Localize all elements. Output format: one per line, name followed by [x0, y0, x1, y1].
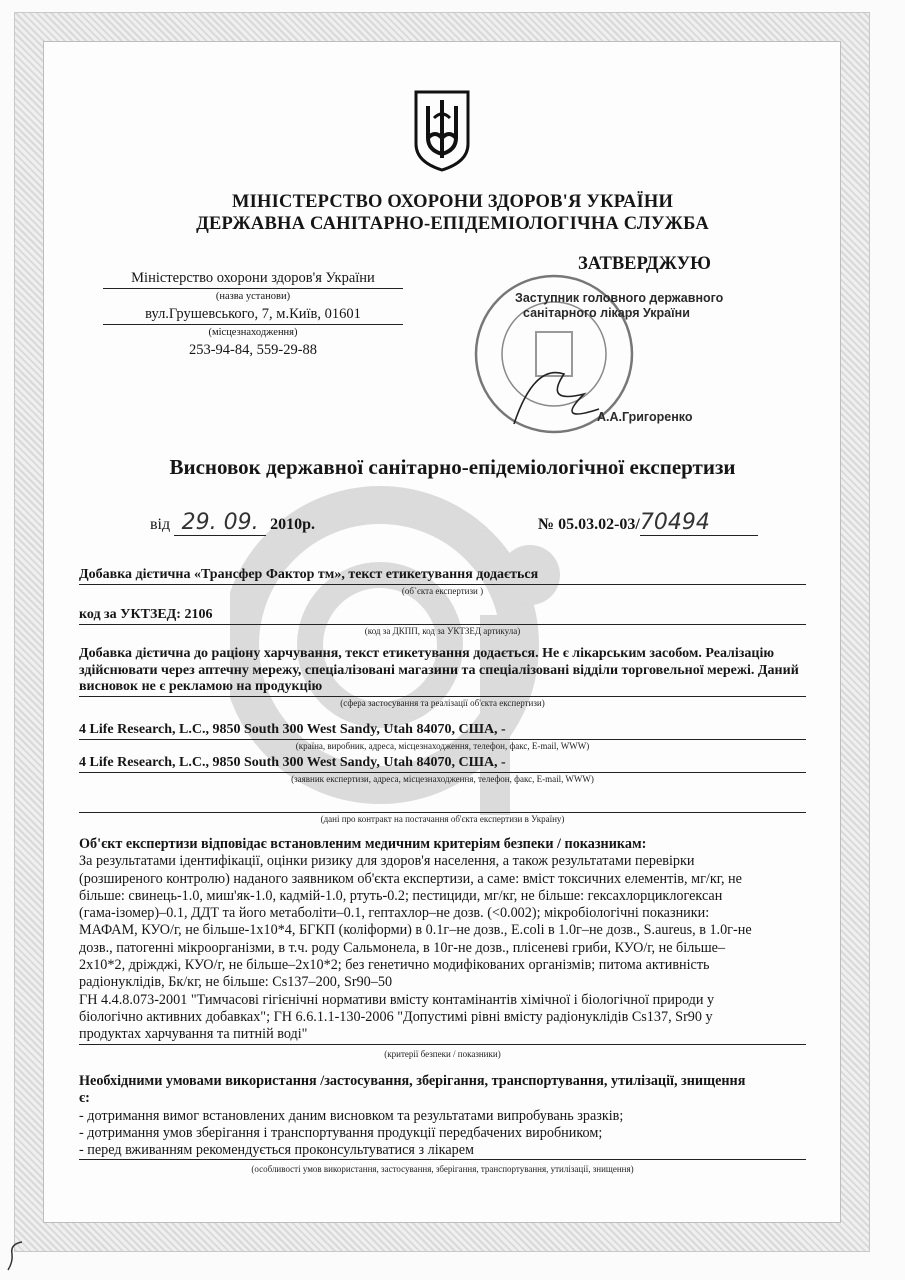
- approval-title: ЗАТВЕРДЖУЮ: [578, 254, 712, 274]
- divider: [103, 288, 403, 289]
- number-line: [538, 510, 758, 536]
- field-object-value: Добавка дієтична «Трансфер Фактор тм», текст етикетування додається: [79, 567, 539, 582]
- institution-name-caption: (назва установи): [215, 291, 291, 302]
- divider: [79, 812, 806, 813]
- date-year: 2010р.: [270, 516, 316, 533]
- criteria-line: (гама-ізомер)–0.1, ДДТ та його метаболіти–0.1, гептахлор–не дозв. (<0.002); мікробіологічні показники:: [79, 905, 710, 922]
- field-code-caption: (код за ДКПП, код за УКТЗЕД артикула): [364, 625, 521, 636]
- field-scope-caption: (сфера застосування та реалізації об'єкта експертизи): [340, 697, 545, 708]
- field-contract: [79, 796, 806, 824]
- approval-signatory-name: А.А.Григоренко: [597, 410, 693, 424]
- margin-mark: [4, 1238, 26, 1274]
- conditions-section: [79, 1073, 806, 1179]
- institution-name: Міністерство охорони здоров'я України: [131, 270, 375, 286]
- document-title: Висновок державної санітарно-епідеміологічної експертизи: [169, 455, 736, 479]
- ministry-heading: МІНІСТЕРСТВО ОХОРОНИ ЗДОРОВ'Я УКРАЇНИ: [231, 192, 674, 212]
- date-prefix: від: [150, 516, 171, 533]
- criteria-line: радіонуклідів, Бк/кг, не більше: Cs137–200, Sr90–50: [79, 974, 393, 991]
- institution-address-caption: (місцезнаходження): [208, 327, 298, 338]
- field-object-caption: (об`єкта експертизи ): [401, 585, 484, 596]
- field-contract-value: [79, 796, 806, 812]
- field-manufacturer-caption: (країна, виробник, адреса, місцезнаходження, телефон, факс, E-mail, WWW): [295, 740, 590, 751]
- conditions-heading: Необхідними умовами використання /застосування, зберігання, транспортування, утилізації, знищення: [79, 1073, 746, 1089]
- approval-position-line2: санітарного лікаря України: [523, 306, 690, 320]
- divider: [79, 1044, 806, 1045]
- conditions-item: - дотримання умов зберігання і транспортування продукції передбачених виробником;: [79, 1124, 603, 1141]
- number-prefix: № 05.03.02-03/: [538, 516, 640, 533]
- approval-position-line1: Заступник головного державного: [515, 291, 724, 305]
- criteria-line: ГН 4.4.8.073-2001 "Тимчасові гігієнічні нормативи вмісту контамінантів хімічної і біологічної природи у: [79, 991, 715, 1008]
- criteria-line: МАФАМ, КУО/г, не більше-1х10*4, БГКП (коліформи) в 0.1г–не дозв., E.coli в 1.0г–не дозв., S.aureus, в 1.0г-не: [79, 922, 752, 939]
- criteria-line: 2х10*2, дріжджі, КУО/г, не більше–2х10*2; без генетично модифікованих організмів; питома активність: [79, 957, 710, 974]
- field-code-value: код за УКТЗЕД: 2106: [79, 607, 213, 622]
- institution-phones: 253-94-84, 559-29-88: [188, 342, 318, 358]
- conditions-item: - дотримання вимог встановлених даним висновком та результатами випробувань зразків;: [79, 1107, 624, 1124]
- divider: [79, 772, 806, 773]
- field-object: [79, 567, 806, 596]
- divider: [79, 624, 806, 625]
- criteria-line: більше: свинець-1.0, миш'як-1.0, кадмій-1.0, ртуть-0.2; пестициди, мг/кг, не більше: гексахлорциклогексан: [79, 887, 723, 904]
- conditions-item: - перед вживанням рекомендується проконсультуватися з лікарем: [79, 1142, 475, 1159]
- field-manufacturer: [79, 722, 806, 751]
- service-heading: ДЕРЖАВНА САНІТАРНО-ЕПІДЕМІОЛОГІЧНА СЛУЖБА: [196, 214, 709, 234]
- field-scope-value: Добавка дієтична до раціону харчування, текст етикетування додається. Не є лікарським засобом. Реалізацію здійснювати через аптечну мережу, спеціалізовані магазини та спеціалізовані відділи торговельної мережі. Даний висновок не є рекламою на продукцію: [79, 646, 799, 694]
- criteria-line: дозв., патогенні мікроорганізми, в т.ч. роду Сальмонела, в 10г-не дозв., плісеневі гриби, КУО/г, не більше–: [79, 939, 726, 956]
- criteria-line: За результатами ідентифікації, оцінки ризику для здоров'я населення, а також результатами перевірки: [79, 853, 695, 870]
- criteria-section: [79, 836, 806, 1063]
- institution-block: [103, 270, 403, 359]
- institution-address: вул.Грушевського, 7, м.Київ, 01601: [145, 306, 361, 322]
- field-contract-caption: (дані про контракт на постачання об'єкта експертизи в Україну): [320, 814, 565, 824]
- divider: [103, 324, 403, 325]
- field-applicant-caption: (заявник експертизи, адреса, місцезнаходження, телефон, факс, E-mail, WWW): [291, 773, 594, 784]
- date-line: [150, 510, 315, 536]
- field-applicant: [79, 755, 806, 784]
- conditions-heading-cont: є:: [79, 1090, 90, 1107]
- criteria-line: біологічно активних добавках"; ГН 6.6.1.1-130-2006 "Допустимі рівні вмісту радіонуклідів Cs137, Sr90 у: [79, 1008, 713, 1025]
- field-manufacturer-value: 4 Life Research, L.C., 9850 South 300 West Sandy, Utah 84070, США, -: [79, 722, 506, 737]
- date-handwritten: 29. 09.: [174, 510, 266, 536]
- divider: [79, 739, 806, 740]
- number-handwritten: 70494: [640, 510, 758, 536]
- divider: [79, 584, 806, 585]
- criteria-caption: (критерії безпеки / показники): [384, 1048, 501, 1059]
- divider: [79, 1159, 806, 1160]
- criteria-line: (розширеного контролю) наданого заявником об'єкта експертизи, а саме: вміст токсичних елементів, мг/кг, не: [79, 870, 742, 887]
- divider: [79, 696, 806, 697]
- criteria-heading: Об'єкт експертизи відповідає встановленим медичним критеріям безпеки / показникам:: [79, 836, 647, 852]
- criteria-line: продуктах харчування та питній воді": [79, 1026, 308, 1043]
- field-scope: [79, 646, 806, 708]
- field-code: [79, 607, 806, 636]
- field-applicant-value: 4 Life Research, L.C., 9850 South 300 West Sandy, Utah 84070, США, -: [79, 755, 506, 770]
- conditions-caption: (особливості умов використання, застосування, зберігання, транспортування, утилізації, знищення): [251, 1164, 634, 1175]
- trident-emblem-icon: [412, 88, 472, 172]
